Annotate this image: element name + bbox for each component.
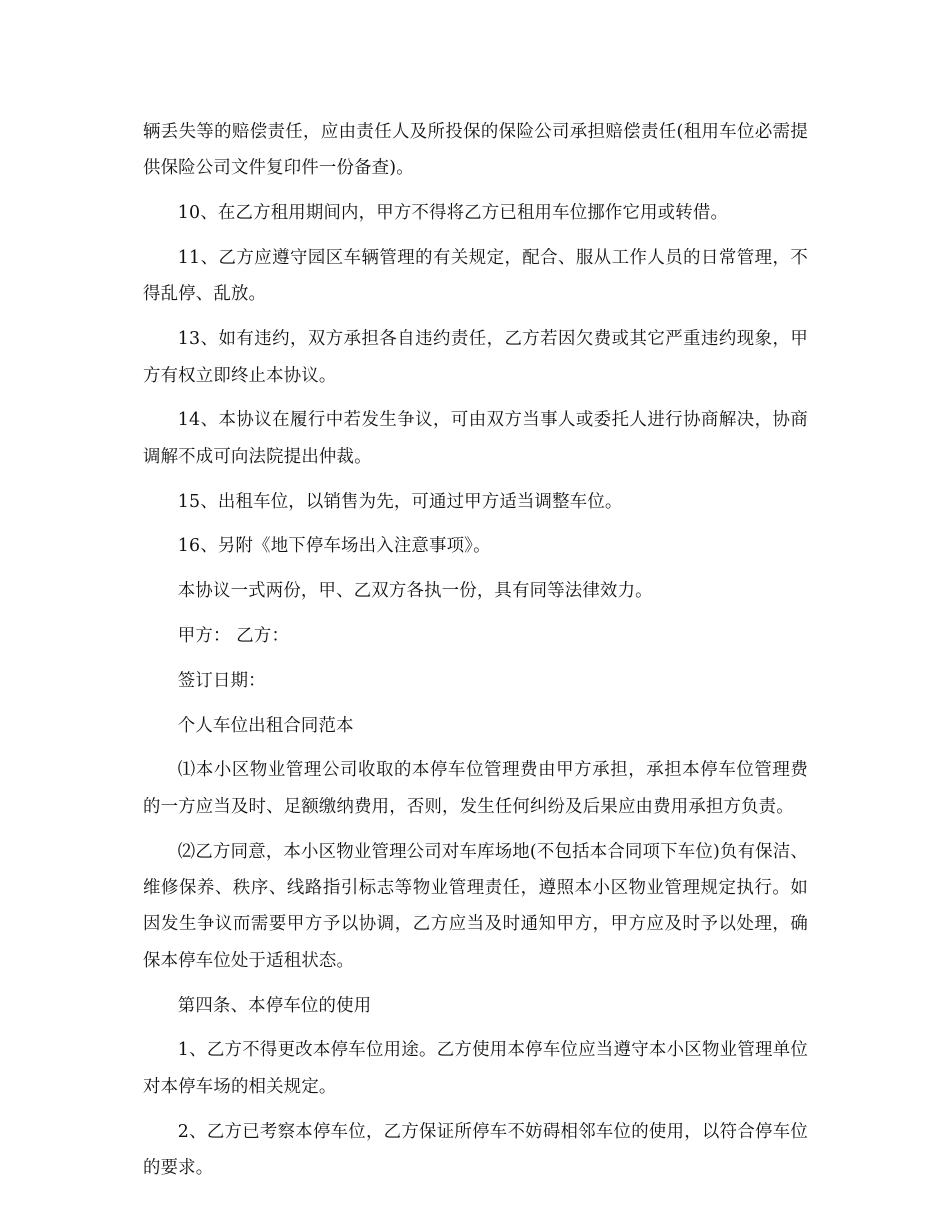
document-body [143, 114, 808, 1195]
article-heading: 第四条、本停车位的使用 [177, 995, 372, 1016]
paragraph-clause-13: 13、如有违约，双方承担各自违约责任，乙方若因欠费或其它严重违约现象，甲方有权立即终止本协议。 [143, 329, 808, 386]
paragraph-clause-16: 16、另附《地下停车场出入注意事项》。 [177, 536, 491, 557]
paragraph-signing-date: 签订日期： [177, 670, 266, 691]
paragraph-parties: 甲方： 乙方： [177, 626, 290, 646]
paragraph-usage-1: 1、乙方不得更改本停车位用途。乙方使用本停车位应当遵守本小区物业管理单位对本停车场的相关规定。 [143, 1040, 808, 1097]
paragraph-clause-10: 10、在乙方租用期间内，甲方不得将乙方已租用车位挪作它用或转借。 [177, 203, 729, 224]
paragraph-usage-2: 2、乙方已考察本停车位，乙方保证所停车不妨碍相邻车位的使用，以符合停车位的要求。 [143, 1121, 808, 1179]
paragraph-clause-14: 14、本协议在履行中若发生争议，可由双方当事人或委托人进行协商解决，协商调解不成可向法院提出仲裁。 [143, 410, 808, 467]
paragraph-copies: 本协议一式两份，甲、乙双方各执一份，具有同等法律效力。 [177, 581, 653, 602]
section-title: 个人车位出租合同范本 [177, 715, 354, 736]
paragraph-continuation: 辆丢失等的赔偿责任，应由责任人及所投保的保险公司承担赔偿责任(租用车位必需提供保险公司文件复印件一份备查)。 [143, 122, 808, 179]
paragraph-item-2: ⑵乙方同意，本小区物业管理公司对车库场地(不包括本合同项下车位)负有保洁、维修保养、秩序、线路指引标志等物业管理责任，遵照本小区物业管理规定执行。如因发生争议而需要甲方予以协调，乙方应当及时通知甲方，甲方应及时予以处理，确保本停车位处于适租状态。 [143, 841, 808, 971]
paragraph-item-1: ⑴本小区物业管理公司收取的本停车位管理费由甲方承担，承担本停车位管理费的一方应当及时、足额缴纳费用，否则，发生任何纠纷及后果应由费用承担方负责。 [143, 760, 808, 817]
paragraph-clause-15: 15、出租车位，以销售为先，可通过甲方适当调整车位。 [177, 491, 623, 512]
paragraph-clause-11: 11、乙方应遵守园区车辆管理的有关规定，配合、服从工作人员的日常管理，不得乱停、乱放。 [143, 248, 808, 305]
